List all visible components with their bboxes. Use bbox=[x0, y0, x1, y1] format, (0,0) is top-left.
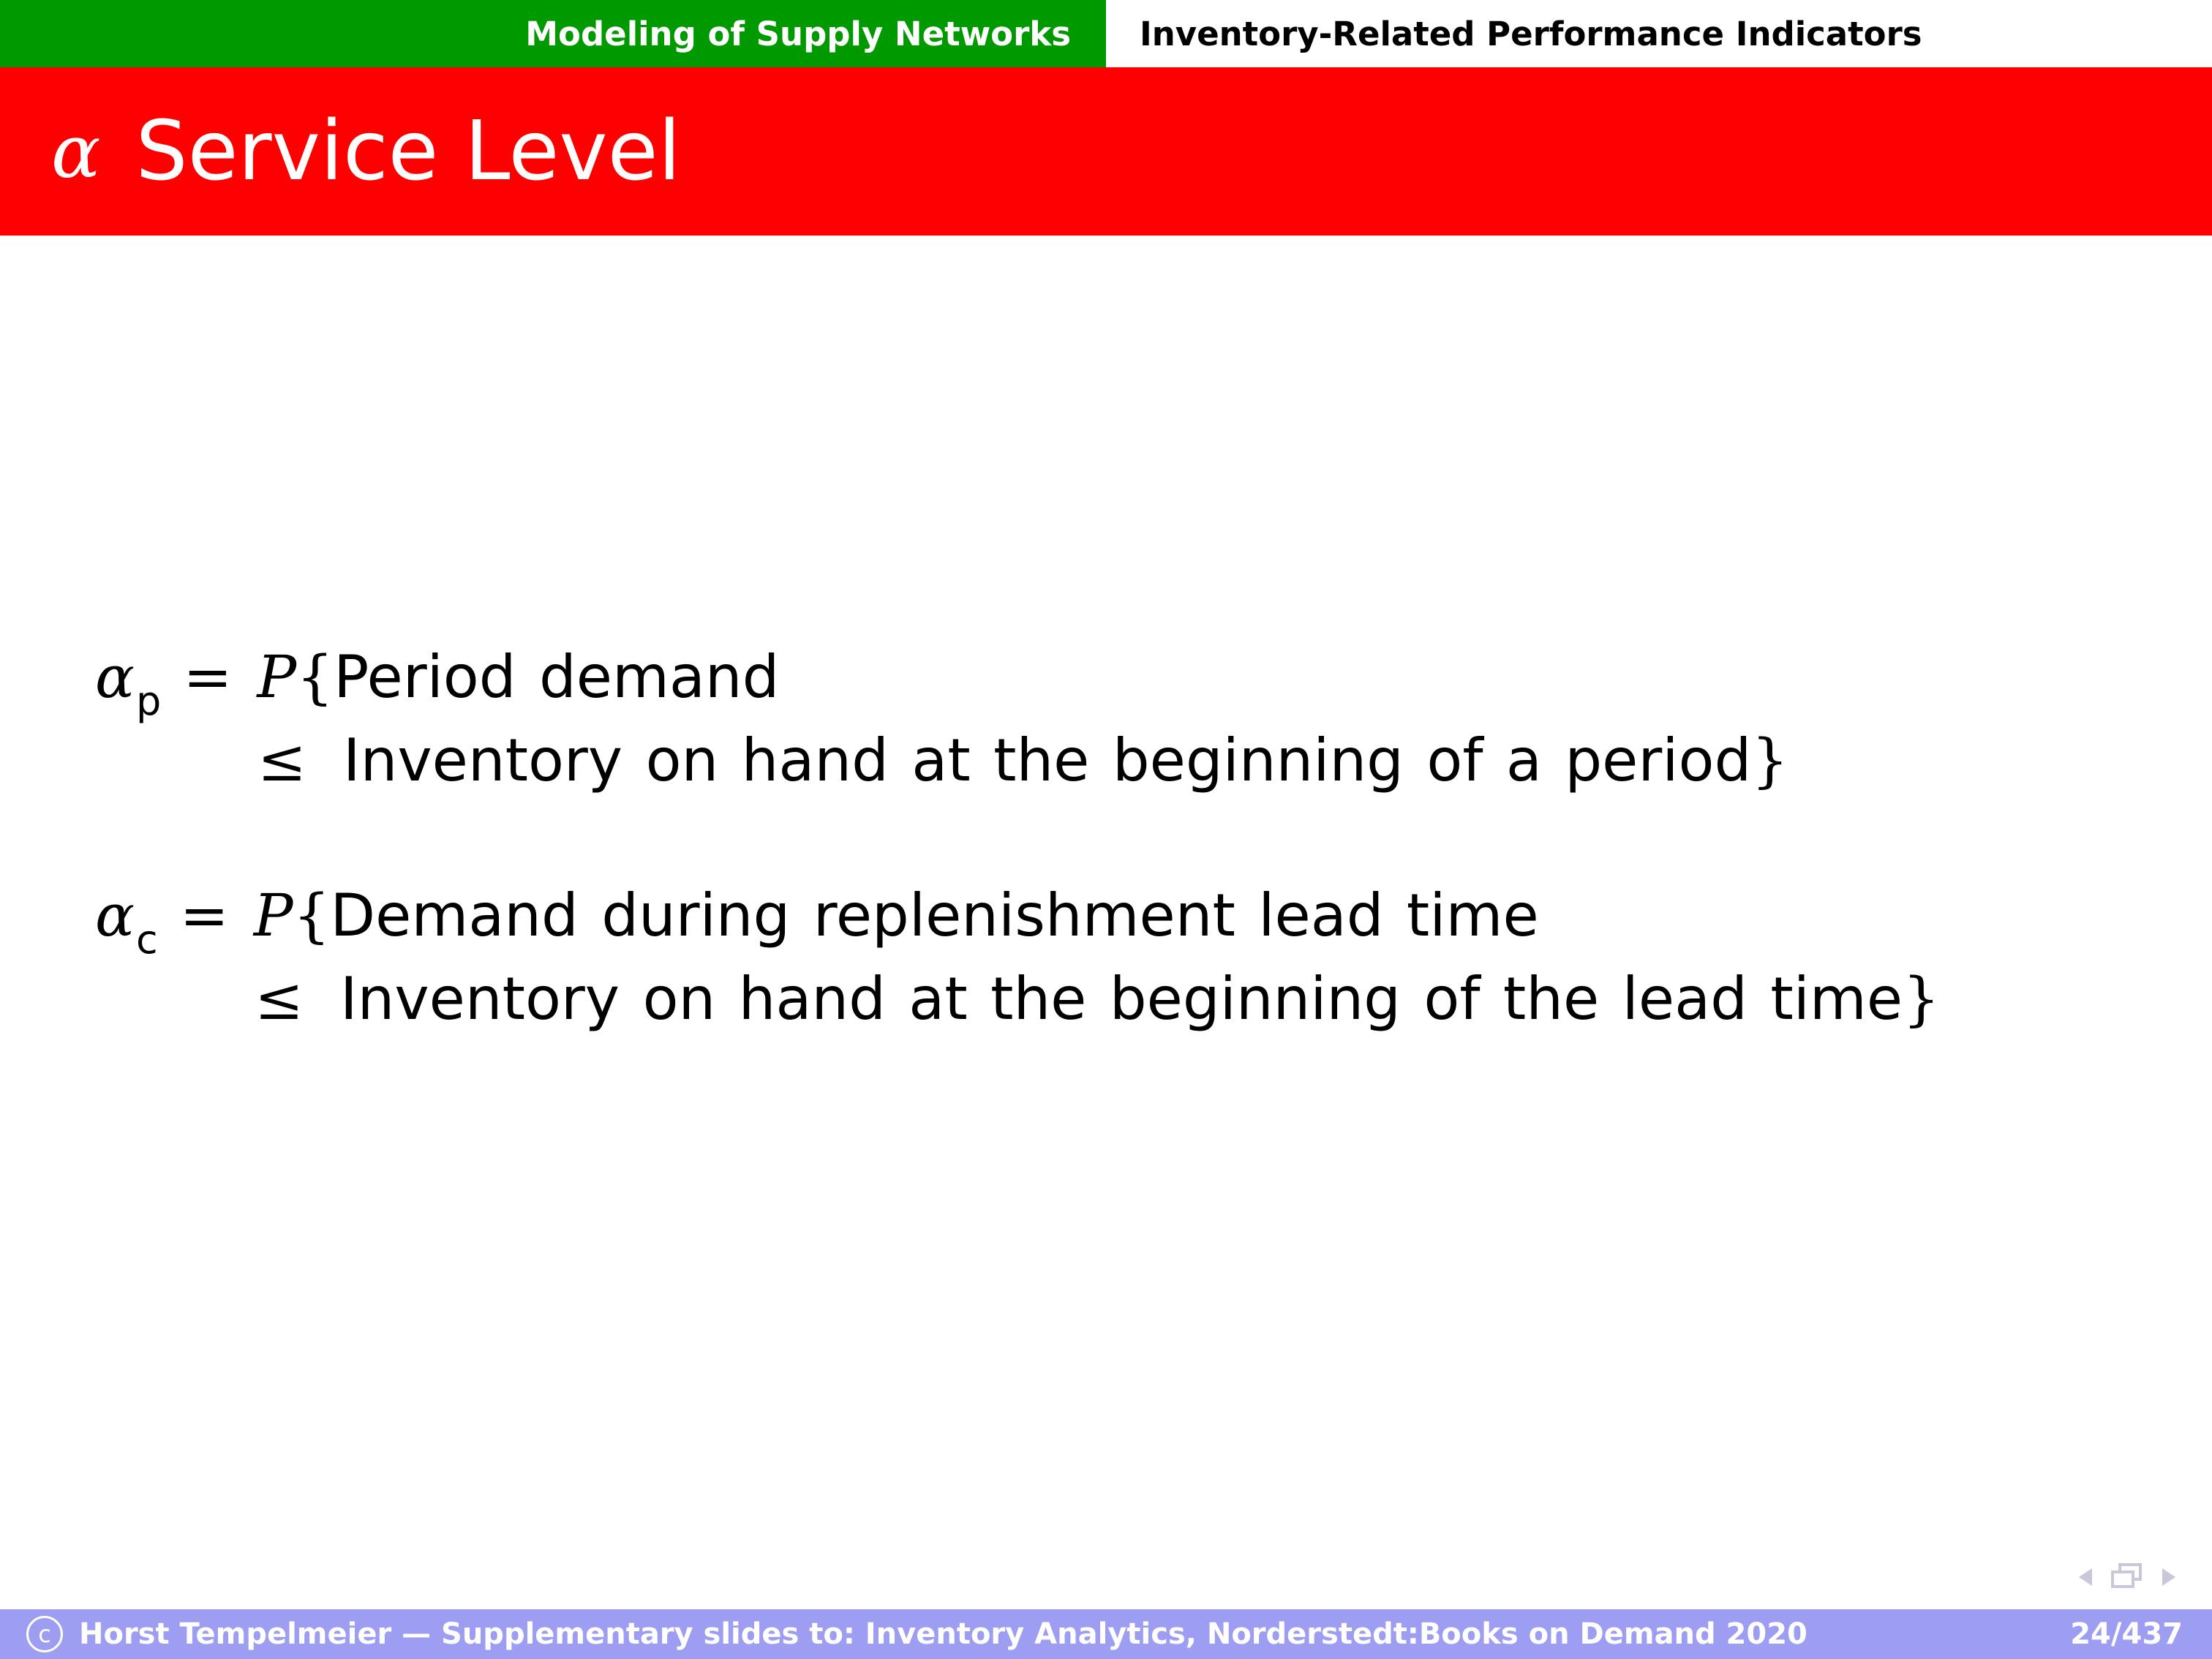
formula-1-symbol: α bbox=[95, 643, 135, 711]
formula-1-subscript: p bbox=[136, 678, 162, 724]
formula-1-event: Period demand bbox=[334, 643, 780, 711]
header-bar bbox=[0, 0, 2212, 67]
copyright-icon: c bbox=[26, 1616, 63, 1652]
footer-bar bbox=[0, 1609, 2212, 1659]
formula-1-probability: P bbox=[257, 643, 297, 711]
navigation-symbols bbox=[2077, 1562, 2177, 1595]
formula-1-line-1 bbox=[95, 643, 780, 724]
formula-2-relation: ≤ bbox=[255, 965, 304, 1033]
formula-2-probability: P bbox=[253, 881, 293, 949]
header-subsection-current[interactable] bbox=[1106, 0, 2212, 67]
formula-1-condition: Inventory on hand at the beginning of a period bbox=[343, 726, 1752, 794]
formula-2-equals: = bbox=[179, 881, 229, 949]
header-subsection-label: Inventory-Related Performance Indicators bbox=[1140, 14, 1922, 53]
formula-2-line-2 bbox=[255, 965, 1940, 1033]
slide-title: Service Level bbox=[135, 104, 681, 199]
header-section-current[interactable] bbox=[0, 0, 1106, 67]
formula-2-line-1 bbox=[95, 881, 1539, 963]
title-symbol: α bbox=[51, 108, 101, 195]
formula-2-subscript: c bbox=[136, 917, 158, 963]
formula-1-open-brace: { bbox=[296, 643, 334, 711]
formula-1-equals: = bbox=[183, 643, 233, 711]
title-bar bbox=[0, 67, 2212, 236]
formula-2-condition: Inventory on hand at the beginning of the lead time bbox=[340, 965, 1903, 1033]
formula-1-relation: ≤ bbox=[257, 726, 307, 794]
formula-2-close-brace: } bbox=[1903, 965, 1940, 1033]
triangle-left-icon[interactable] bbox=[2077, 1565, 2094, 1594]
triangle-right-icon[interactable] bbox=[2161, 1565, 2177, 1594]
footer-citation: Horst Tempelmeier — Supplementary slides to: Inventory Analytics, Norderstedt:Books on Demand 2020 bbox=[79, 1617, 1807, 1651]
header-section-label: Modeling of Supply Networks bbox=[525, 14, 1071, 53]
page-number: 24/437 bbox=[2070, 1617, 2183, 1651]
frame-navigation-icon[interactable] bbox=[2110, 1562, 2145, 1595]
formula-2-symbol: α bbox=[95, 881, 135, 949]
formula-1-close-brace: } bbox=[1751, 726, 1789, 794]
formula-2-event: Demand during replenishment lead time bbox=[330, 881, 1539, 949]
formula-1-line-2 bbox=[257, 726, 1789, 794]
formula-2-open-brace: { bbox=[293, 881, 331, 949]
